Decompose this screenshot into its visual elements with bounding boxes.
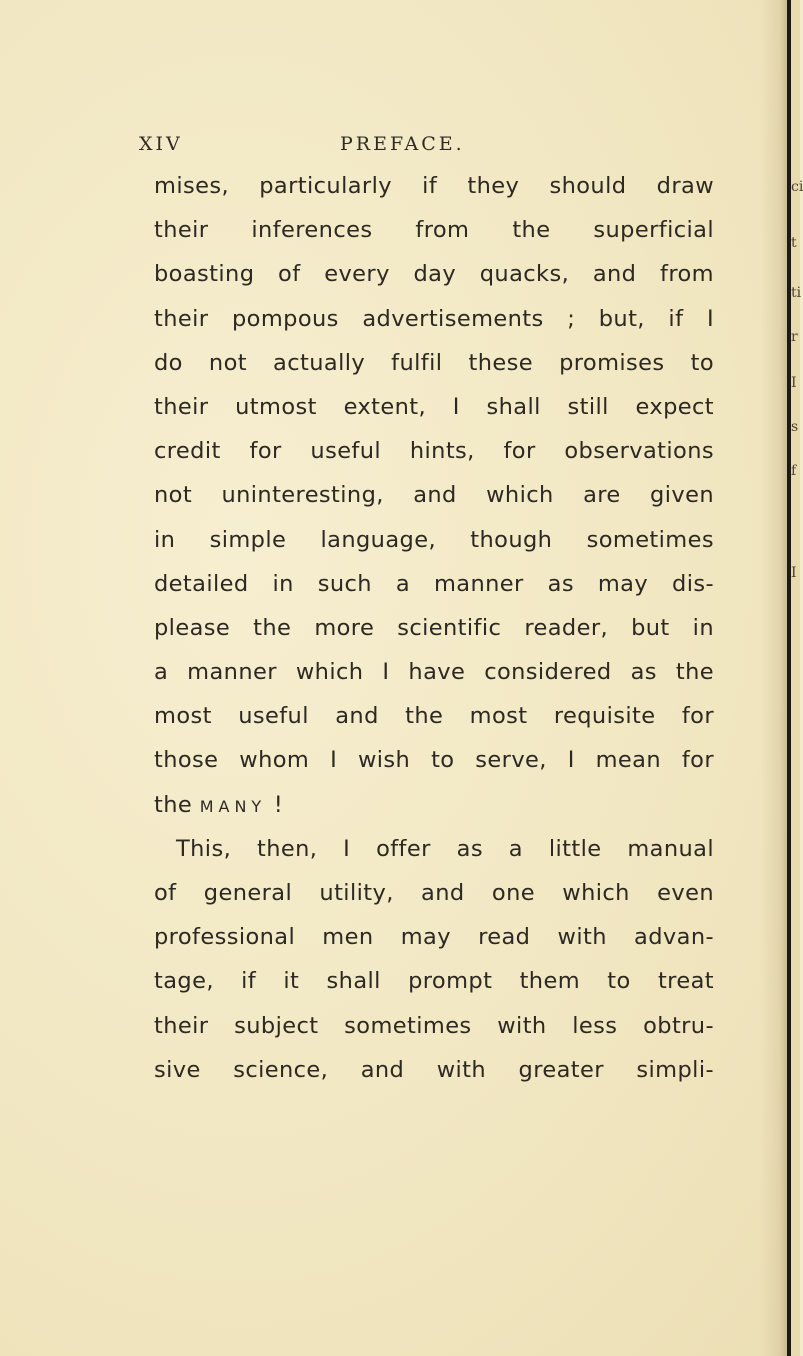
text-line: boasting of every day quacks, and from <box>154 261 714 288</box>
adjacent-page-fragment: t <box>791 235 797 251</box>
text-line-paragraph-end <box>154 783 714 827</box>
adjacent-page-fragment: r <box>791 329 798 345</box>
text-fragment: ! <box>273 791 284 818</box>
text-line: their pompous advertisements ; but, if I <box>154 305 714 332</box>
text-line: not uninteresting, and which are given <box>154 482 714 509</box>
adjacent-page-fragment: ci <box>791 179 803 195</box>
adjacent-page-fragment: f <box>791 463 797 479</box>
text-line: credit for useful hints, for observations <box>154 438 714 465</box>
text-line: of general utility, and one which even <box>154 880 714 906</box>
text-line: please the more scientific reader, but in <box>154 614 714 641</box>
text-line: a manner which I have considered as the <box>154 659 714 686</box>
running-title: PREFACE. <box>340 133 465 155</box>
text-line: detailed in such a manner as may dis- <box>154 570 714 597</box>
text-line: professional men may read with advan- <box>154 924 714 951</box>
page-header <box>139 133 559 157</box>
text-line: tage, if it shall prompt them to treat <box>154 968 714 995</box>
text-line: sive science, and with greater simpli- <box>154 1056 714 1083</box>
text-line: in simple language, though sometimes <box>154 526 714 553</box>
adjacent-page-fragment: I <box>791 375 797 391</box>
page-edge-shadow <box>760 0 788 1356</box>
adjacent-page-edge <box>791 0 800 1356</box>
text-line: mises, particularly if they should draw <box>154 173 714 199</box>
text-line: their inferences from the superficial <box>154 217 714 244</box>
small-caps-word: MANY <box>199 796 267 816</box>
text-line: their subject sometimes with less obtru- <box>154 1012 714 1039</box>
text-line: those whom I wish to serve, I mean for <box>154 747 714 774</box>
text-line: most useful and the most requisite for <box>154 703 714 730</box>
text-fragment: the <box>154 791 193 818</box>
page-number: XIV <box>139 133 183 155</box>
adjacent-page-fragment: s <box>791 419 799 435</box>
body-text <box>154 164 714 1092</box>
text-line-paragraph-start: This, then, I offer as a little manual <box>176 835 714 862</box>
adjacent-page-fragment: I <box>791 565 797 581</box>
adjacent-page-fragment: ti <box>791 285 802 301</box>
text-line: do not actually fulfil these promises to <box>154 349 714 376</box>
text-line: their utmost extent, I shall still expect <box>154 393 714 420</box>
